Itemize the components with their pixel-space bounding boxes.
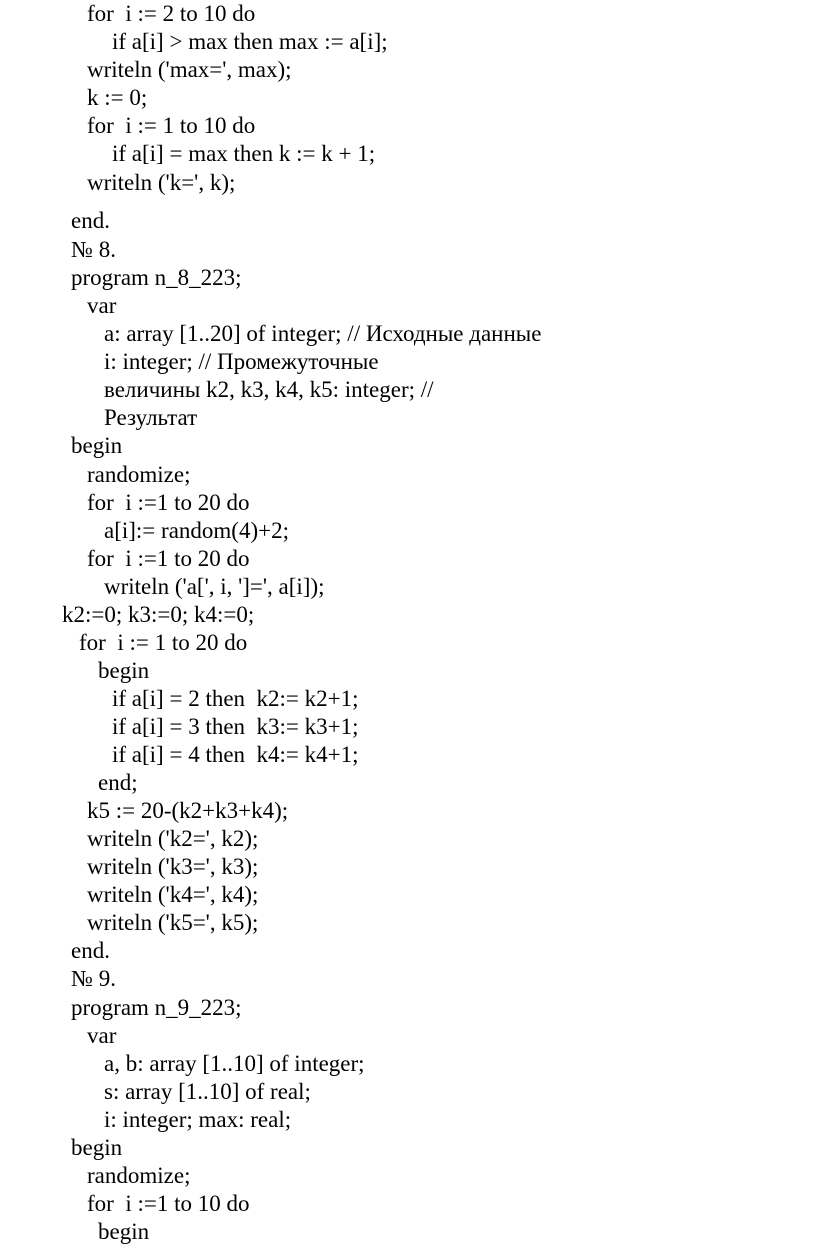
code-line: i: integer; max: real; [104, 1107, 292, 1132]
code-line: Результат [104, 405, 198, 430]
code-line: writeln ('k=', k); [87, 170, 236, 195]
section-heading: № 9. [71, 966, 116, 991]
code-line: for i := 1 to 20 do [79, 630, 248, 655]
code-line: begin [71, 433, 123, 458]
code-line: begin [98, 1219, 150, 1244]
section-heading: № 8. [71, 237, 116, 262]
code-line: end. [71, 938, 110, 963]
code-line: var [87, 1023, 117, 1048]
code-line: for i :=1 to 20 do [87, 546, 250, 571]
code-line: begin [98, 658, 150, 683]
code-line: program n_9_223; [71, 995, 242, 1020]
code-line: i: integer; // Промежуточные [104, 349, 379, 374]
code-line: for i := 1 to 10 do [87, 113, 256, 138]
code-line: if a[i] = 4 then k4:= k4+1; [112, 742, 359, 767]
code-line: end. [71, 208, 110, 233]
code-line: if a[i] = 2 then k2:= k2+1; [112, 686, 359, 711]
code-line: writeln ('k2=', k2); [87, 826, 259, 851]
code-line: end; [98, 770, 138, 795]
code-line: randomize; [87, 462, 191, 487]
code-line: k := 0; [87, 85, 148, 110]
code-line: s: array [1..10] of real; [104, 1079, 311, 1104]
code-line: a: array [1..20] of integer; // Исходные данные [104, 321, 542, 346]
code-line: writeln ('a[', i, ']=', a[i]); [104, 574, 325, 599]
code-line: for i :=1 to 20 do [87, 490, 250, 515]
code-line: var [87, 293, 117, 318]
code-line: writeln ('k5=', k5); [87, 910, 259, 935]
code-line: k5 := 20-(k2+k3+k4); [87, 798, 289, 823]
code-line: величины k2, k3, k4, k5: integer; // [104, 377, 434, 402]
code-line: randomize; [87, 1163, 191, 1188]
code-line: writeln ('k3=', k3); [87, 854, 259, 879]
code-line: if a[i] = 3 then k3:= k3+1; [112, 714, 359, 739]
code-line: a[i]:= random(4)+2; [104, 518, 289, 543]
code-line: for i :=1 to 10 do [87, 1191, 250, 1216]
code-line: if a[i] > max then max := a[i]; [112, 29, 388, 54]
code-line: if a[i] = max then k := k + 1; [112, 141, 376, 166]
code-line: k2:=0; k3:=0; k4:=0; [62, 602, 255, 627]
code-line: begin [71, 1135, 123, 1160]
code-line: a, b: array [1..10] of integer; [104, 1051, 365, 1076]
code-line: for i := 2 to 10 do [87, 1, 256, 26]
code-line: writeln ('max=', max); [87, 57, 292, 82]
code-line: program n_8_223; [71, 265, 242, 290]
code-line: writeln ('k4=', k4); [87, 882, 259, 907]
